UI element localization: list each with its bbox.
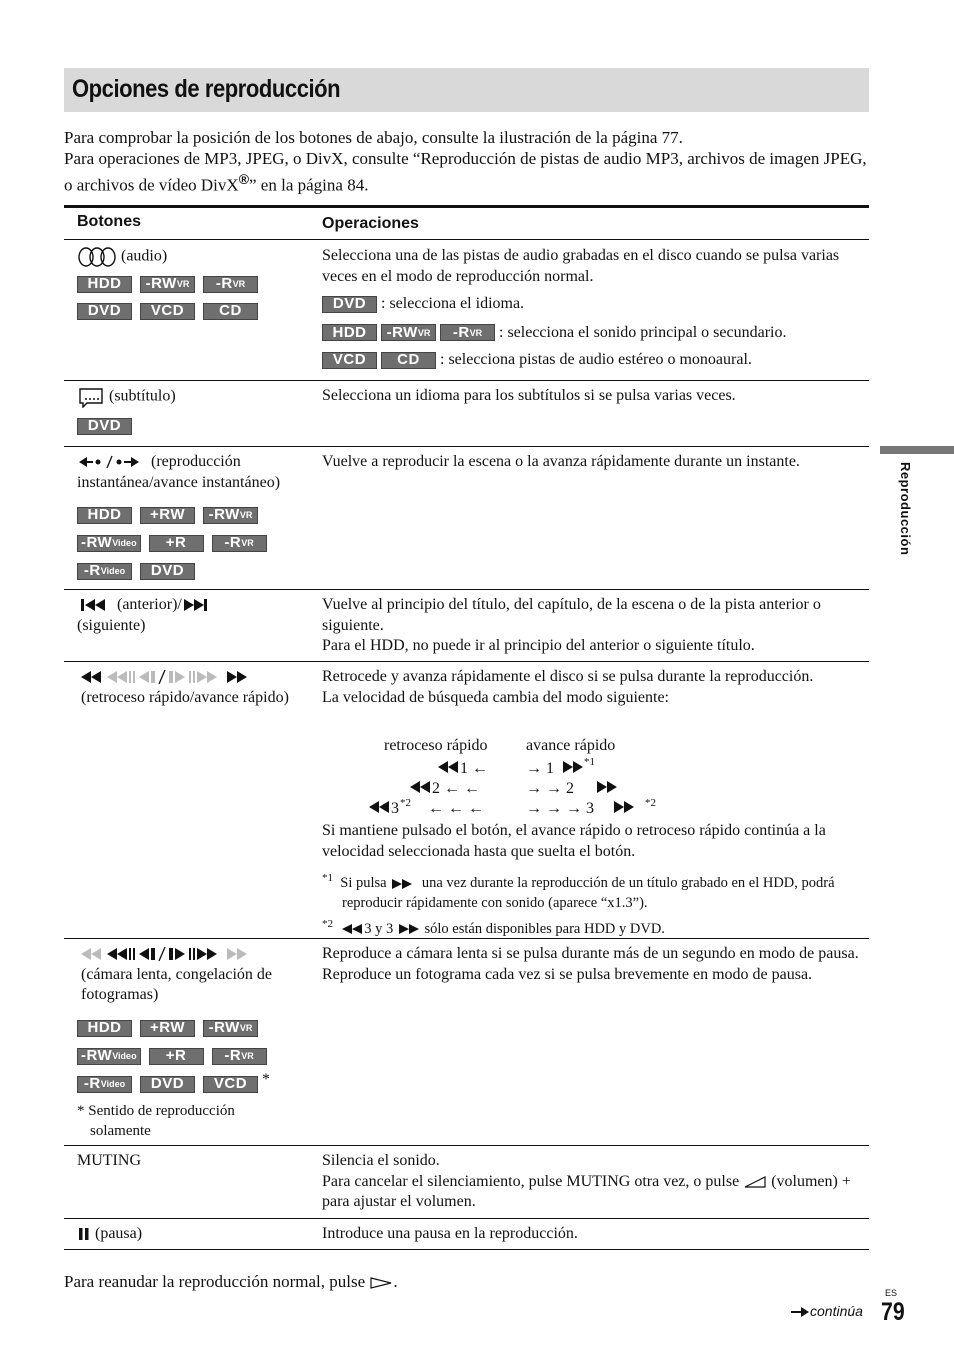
language-code: ES: [885, 1288, 898, 1298]
svg-text:*1: *1: [584, 756, 595, 768]
pause-icon: [77, 1227, 91, 1241]
badge-vr-text: VR: [239, 1022, 253, 1033]
badge-rw-video: [77, 535, 141, 552]
badge-row: [77, 507, 307, 524]
row-pause-operation: [322, 1224, 867, 1245]
badge-vr-text: VR: [417, 327, 431, 338]
next-icon: [182, 598, 212, 612]
scan-slow-icon: [77, 668, 282, 686]
footnote-2-text: 3 y 3: [364, 920, 394, 937]
instant-replay-advance-icon: [77, 455, 147, 469]
badge-vcd: VCD: [322, 352, 377, 369]
slow-op-1: Reproduce a cámara lenta si se pulsa durante más de un segundo en modo de pausa.: [322, 945, 859, 962]
row-scan-operation: [322, 667, 867, 708]
badge-vr-text: VR: [241, 1050, 254, 1061]
arrow-right-icon: [790, 1306, 810, 1318]
audio-vcd-line: [322, 350, 867, 371]
svg-text:2 ← ←: 2 ← ←: [432, 780, 480, 797]
badge-r-vr: [203, 276, 258, 293]
svg-text:1 ←: 1 ←: [460, 760, 488, 777]
audio-vcd-note: : selecciona pistas de audio estéreo o monoaural.: [440, 351, 752, 368]
badge-r-video: [77, 1076, 132, 1093]
row-audio-operation: [322, 246, 867, 371]
instant-label: (reproducción instantánea/avance instantáneo): [77, 453, 281, 491]
badge-dvd: DVD: [77, 303, 132, 320]
badge-row: [77, 563, 307, 580]
footnote-1-text-a: Si pulsa: [340, 874, 387, 891]
row-prevnext-operation: [322, 595, 867, 657]
continues-note: [790, 1303, 863, 1319]
badge-vcd: VCD: [140, 303, 195, 320]
pause-label: (pausa): [95, 1225, 143, 1242]
badge-plus-r: +R: [149, 535, 204, 552]
audio-dvd-note: : selecciona el idioma.: [381, 295, 525, 312]
badge-video-text: Video: [112, 1050, 137, 1061]
badge-r-vr: [212, 1048, 267, 1065]
row-scan-button: [77, 667, 307, 708]
scan-label: (retroceso rápido/avance rápido): [81, 688, 289, 706]
badge-cd: CD: [203, 303, 258, 320]
badge-dvd: DVD: [140, 563, 195, 580]
badge-vr-text: VR: [232, 279, 246, 290]
badge-rw-text: -RW: [81, 1046, 113, 1064]
row-audio-button: [77, 246, 307, 320]
footnote-2-text-b: sólo están disponibles para HDD y DVD.: [424, 920, 665, 937]
badge-r-video: [77, 563, 132, 580]
badge-video-text: Video: [100, 1078, 126, 1089]
continues-label: continúa: [810, 1303, 863, 1319]
badge-dvd: DVD: [140, 1076, 195, 1093]
page-number: 79: [881, 1298, 905, 1326]
badge-hdd: HDD: [77, 1020, 132, 1037]
badge-r-text: -R: [83, 562, 101, 580]
badge-vcd: VCD: [203, 1076, 258, 1093]
slow-op-2: Reproduce un fotograma cada vez si se pulsa brevemente en modo de pausa.: [322, 965, 813, 983]
badge-r-text: -R: [224, 1046, 242, 1064]
subtitle-op: Selecciona un idioma para los subtítulos si se pulsa varias veces.: [322, 387, 736, 404]
badge-r-text: -R: [452, 323, 470, 341]
footer-text: Para reanudar la reproducción normal, pulse .: [64, 1272, 398, 1291]
audio-icon: [77, 246, 117, 268]
row-subtitle-operation: [322, 386, 867, 407]
side-section-label: Reproducción: [898, 462, 913, 556]
instant-op: Vuelve a reproducir la escena o la avanza rápidamente durante un instante.: [322, 453, 800, 470]
svg-text:← ← ←: ← ← ←: [428, 800, 484, 817]
play-icon: [369, 1276, 393, 1290]
row-slow-operation: [322, 944, 867, 985]
badge-rw-text: -RW: [208, 1018, 240, 1036]
prevnext-op-2: Para el HDD, no puede ir al principio del anterior o siguiente título.: [322, 637, 755, 654]
page-title: Opciones de reproducción: [72, 75, 341, 103]
svg-text:→ → → 3: → → → 3: [526, 800, 594, 817]
audio-hdd-note: : selecciona el sonido principal o secundario.: [499, 323, 787, 341]
badge-dvd: DVD: [77, 418, 132, 435]
muting-op-2: [322, 1172, 867, 1213]
slow-freeze-icon: [77, 945, 282, 963]
row-muting-button: [77, 1151, 307, 1172]
badge-rw-text: -RW: [208, 506, 240, 524]
slow-note: * Sentido de reproducción solamente: [77, 1102, 235, 1139]
intro-line-1: Para comprobar la posición de los botones de abajo, consulte la ilustración de la página 77.: [64, 128, 683, 147]
row-prevnext-button: [77, 595, 307, 636]
row-divider: [64, 446, 869, 447]
badge-row: [77, 276, 307, 293]
subtitle-label: (subtítulo): [109, 387, 176, 405]
badge-rw-vr: [203, 507, 258, 524]
audio-label: (audio): [121, 247, 168, 265]
next-label: (siguiente): [77, 616, 146, 634]
volume-icon: [743, 1175, 767, 1189]
row-divider: [64, 380, 869, 381]
badge-vr-text: VR: [176, 279, 190, 290]
badge-hdd: HDD: [77, 507, 132, 524]
svg-text:→ → 2: → → 2: [526, 780, 574, 797]
muting-op-2b: (volumen) + para ajustar el volumen.: [322, 1172, 851, 1210]
badge-cd: CD: [381, 352, 436, 369]
badge-r-vr: [212, 535, 267, 552]
row-divider: [64, 1145, 869, 1146]
badge-r-text: -R: [224, 534, 242, 552]
muting-op-1: Silencia el sonido.: [322, 1152, 440, 1169]
footer-line: Para reanudar la reproducción normal, pulse: [64, 1272, 366, 1291]
registered-mark: ®: [238, 171, 250, 187]
previous-icon: [77, 598, 113, 612]
scan-op-1: Retrocede y avanza rápidamente el disco si se pulsa durante la reproducción.: [322, 668, 814, 685]
badge-hdd: HDD: [77, 276, 132, 293]
scan-op-3: Si mantiene pulsado el botón, el avance rápido o retroceso rápido continúa a la velocidad seleccionada hasta que suelta el botón.: [322, 822, 826, 860]
badge-dvd: DVD: [322, 296, 377, 313]
row-instant-button: [77, 452, 307, 580]
badge-video-text: Video: [100, 566, 126, 577]
footnote-2: [322, 914, 867, 939]
badge-r-text: -R: [215, 275, 233, 293]
prevnext-op-1: Vuelve al principio del título, del capítulo, de la escena o de la pista anterior o siguiente.: [322, 596, 821, 634]
side-tab: [880, 446, 954, 454]
badge-plus-rw: +RW: [140, 507, 195, 524]
row-divider: [64, 661, 869, 662]
footnote-1-mark: *1: [322, 872, 333, 884]
column-header-buttons: Botones: [77, 213, 141, 230]
table-bottom-rule: [64, 1249, 869, 1250]
row-divider: [64, 589, 869, 590]
badge-row: [77, 418, 307, 435]
badge-rw-vr: [381, 324, 436, 341]
footnote-1-text-b: una vez durante la reproducción de un título grabado en el HDD, podrá reproducir rápidamente con sonido (aparece “x1.3”).: [342, 874, 835, 912]
row-subtitle-button: [77, 386, 307, 435]
badge-rw-text: -RW: [81, 534, 113, 552]
fast-forward-icon: [390, 878, 418, 890]
badge-hdd: HDD: [322, 324, 377, 341]
badge-row: [77, 1020, 307, 1037]
badge-vr-text: VR: [469, 327, 483, 338]
rewind-icon: [340, 923, 364, 935]
badge-rw-video: [77, 1048, 141, 1065]
row-divider: [64, 938, 869, 939]
badge-row: [77, 1070, 307, 1093]
badge-rw-text: -RW: [145, 275, 177, 293]
intro-line-2b: ” en la página 84.: [249, 175, 369, 195]
footnote-2-mark: *2: [322, 917, 333, 930]
slow-label: (cámara lenta, congelación de fotogramas): [81, 965, 272, 1003]
badge-vr-text: VR: [239, 510, 253, 521]
intro-line-2: [64, 148, 874, 196]
svg-text:*2: *2: [645, 797, 656, 809]
svg-text:*2: *2: [400, 797, 411, 809]
badge-row: [77, 535, 307, 552]
badge-vr-text: VR: [241, 538, 254, 549]
badge-video-text: Video: [112, 538, 137, 549]
badge-r-text: -R: [83, 1074, 101, 1092]
header-divider: [64, 239, 869, 240]
column-header-operations: Operaciones: [322, 215, 419, 232]
audio-op: Selecciona una de las pistas de audio grabadas en el disco cuando se pulsa varias veces en el modo de reproducción normal.: [322, 247, 840, 285]
svg-text:→ 1: → 1: [526, 760, 554, 777]
row-muting-operation: [322, 1151, 867, 1213]
audio-hdd-line: [322, 323, 867, 344]
fast-forward-icon: [397, 923, 421, 935]
muting-op-2a: Para cancelar el silenciamiento, pulse MUTING otra vez, o pulse: [322, 1172, 740, 1190]
badge-rw-vr: [203, 1020, 258, 1037]
badge-row: [77, 1048, 307, 1065]
badge-row: [77, 303, 307, 320]
row-slow-button: [77, 944, 307, 1142]
intro: [64, 127, 874, 196]
row-pause-button: [77, 1224, 307, 1245]
muting-label: MUTING: [77, 1152, 141, 1169]
row-instant-operation: [322, 452, 867, 473]
speed-diagram: [360, 755, 680, 821]
audio-dvd-line: [322, 294, 867, 315]
badge-plus-rw: +RW: [140, 1020, 195, 1037]
rew-heading: retroceso rápido: [384, 737, 488, 754]
badge-plus-r: +R: [149, 1048, 204, 1065]
scan-op-2: La velocidad de búsqueda cambia del modo siguiente:: [322, 688, 669, 706]
title-bar: [64, 68, 869, 112]
subtitle-icon: [77, 386, 105, 408]
scan-op-3-block: [322, 821, 867, 939]
intro-line-2a: Para operaciones de MP3, JPEG, o DivX, consulte “Reproducción de pistas de audio MP3, archivos de imagen JPEG, o archivos de vídeo DivX: [64, 149, 867, 195]
badge-r-vr: [440, 324, 495, 341]
badge-rw-text: -RW: [386, 323, 418, 341]
pause-op: Introduce una pausa en la reproducción.: [322, 1225, 578, 1242]
footnote-1: [322, 868, 867, 914]
previous-label: (anterior)/: [117, 596, 182, 613]
table-top-rule: [64, 205, 869, 208]
ff-heading: avance rápido: [526, 737, 616, 754]
row-divider: [64, 1218, 869, 1219]
svg-text:3: 3: [391, 800, 399, 817]
vcd-asterisk: *: [262, 1070, 270, 1088]
badge-rw-vr: [140, 276, 195, 293]
